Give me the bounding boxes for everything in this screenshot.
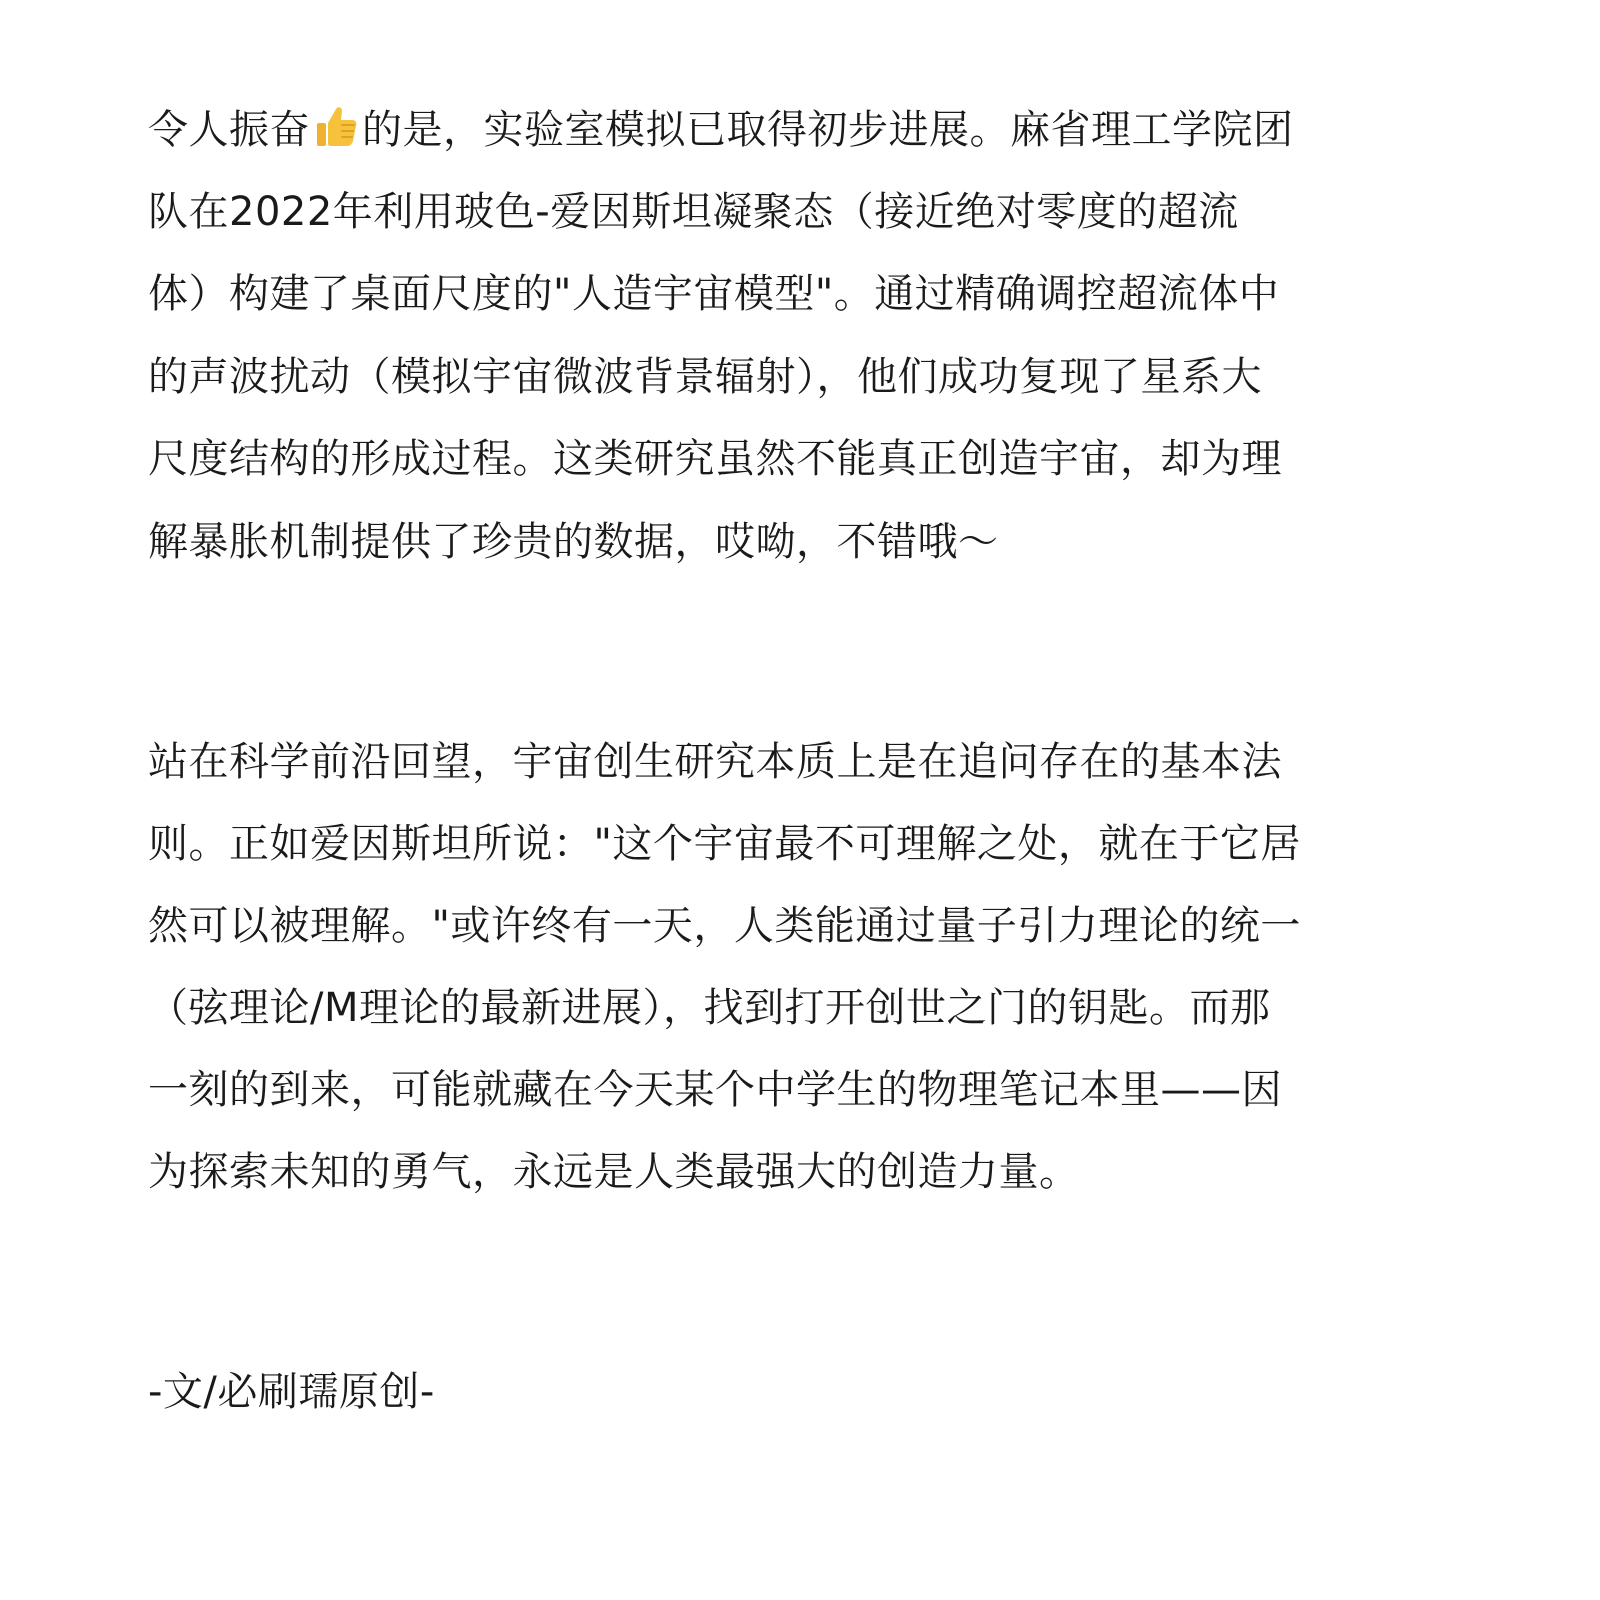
paragraph-2-line-3: 然可以被理解。"或许终有一天，人类能通过量子引力理论的统一 (148, 903, 1301, 949)
paragraph-2-line-1: 站在科学前沿回望，宇宙创生研究本质上是在追问存在的基本法 (148, 739, 1282, 785)
author-signature: -文/必刷瓀原创- (148, 1369, 435, 1415)
thumbs-up-icon (312, 103, 360, 151)
paragraph-1-line-1 (148, 100, 1294, 160)
paragraph-2-line-4: （弦理论/M理论的最新进展），找到打开创世之门的钥匙。而那 (148, 985, 1271, 1031)
paragraph-1-line-5: 尺度结构的形成过程。这类研究虽然不能真正创造宇宙，却为理 (148, 436, 1282, 482)
paragraph-1-line-2: 队在2022年利用玻色-爱因斯坦凝聚态（接近绝对零度的超流 (148, 189, 1239, 235)
paragraph-1-line-4: 的声波扰动（模拟宇宙微波背景辐射），他们成功复现了星系大 (148, 354, 1262, 400)
paragraph-2-line-2: 则。正如爱因斯坦所说："这个宇宙最不可理解之处，就在于它居 (148, 821, 1301, 867)
paragraph-2-line-6: 为探索未知的勇气，永远是人类最强大的创造力量。 (148, 1149, 1080, 1195)
paragraph-2-line-5: 一刻的到来，可能就藏在今天某个中学生的物理笔记本里——因 (148, 1067, 1282, 1113)
text-before-emoji: 令人振奋 (148, 107, 310, 153)
paragraph-1-line-6: 解暴胀机制提供了珍贵的数据，哎呦，不错哦～ (148, 519, 999, 565)
paragraph-1-line-3: 体）构建了桌面尺度的"人造宇宙模型"。通过精确调控超流体中 (148, 271, 1280, 317)
text-after-emoji: 的是，实验室模拟已取得初步进展。麻省理工学院团 (362, 107, 1294, 153)
